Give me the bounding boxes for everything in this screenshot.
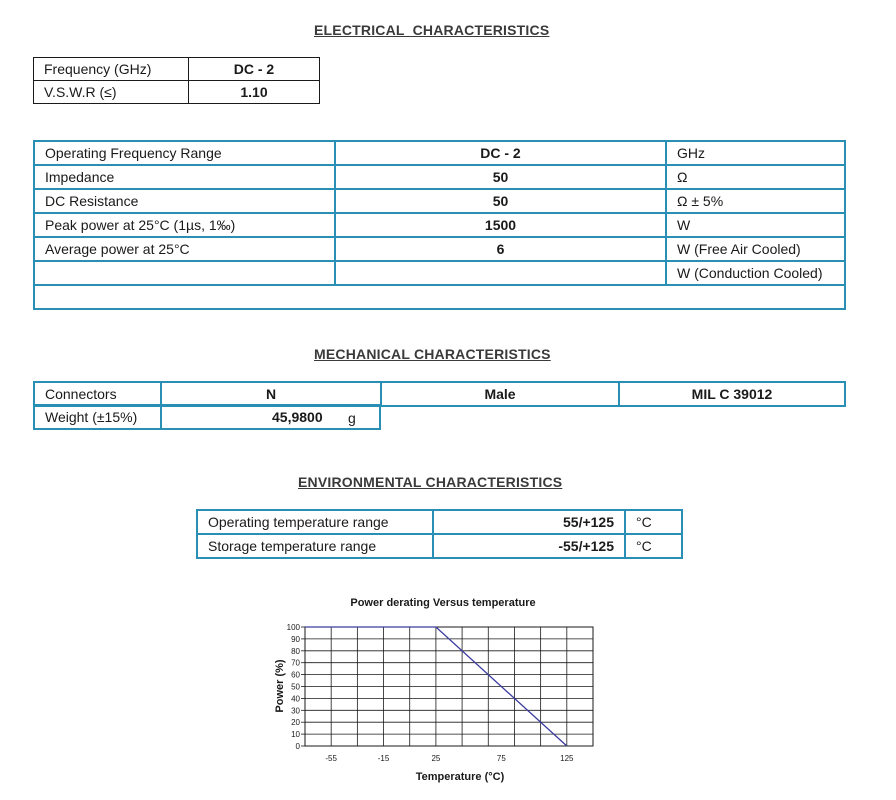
operating-temp-value: 55/+125 (433, 510, 625, 534)
weight-table (33, 404, 381, 430)
table-row (197, 510, 682, 534)
row-unit: Ω ± 5% (666, 189, 845, 213)
mechanical-heading: MECHANICAL CHARACTERISTICS (314, 346, 551, 362)
y-tick-label: 80 (291, 646, 300, 656)
table-row (34, 213, 845, 237)
storage-temp-value: -55/+125 (433, 534, 625, 558)
row-label: Operating Frequency Range (34, 141, 335, 165)
table-row (34, 261, 845, 285)
row-label (34, 261, 335, 285)
vswr-value: 1.10 (189, 81, 320, 104)
weight-unit: g (348, 410, 356, 426)
table-row (34, 58, 320, 81)
y-tick-label: 10 (291, 730, 300, 740)
row-value: 1500 (335, 213, 666, 237)
chart-title: Power derating Versus temperature (350, 597, 536, 609)
y-tick-label: 40 (291, 694, 300, 704)
connector-type: N (161, 382, 381, 406)
row-label: Average power at 25°C (34, 237, 335, 261)
frequency-value: DC - 2 (189, 58, 320, 81)
table-row (34, 382, 845, 406)
table-row (34, 81, 320, 104)
vswr-label: V.S.W.R (≤) (34, 81, 189, 104)
x-tick-label: 125 (560, 754, 574, 763)
row-value: 50 (335, 165, 666, 189)
operating-temp-unit: °C (625, 510, 682, 534)
storage-temp-unit: °C (625, 534, 682, 558)
table-row (34, 405, 380, 429)
row-unit: Ω (666, 165, 845, 189)
x-tick-label: 25 (431, 754, 441, 763)
y-tick-label: 30 (291, 706, 300, 716)
y-tick-label: 60 (291, 670, 300, 680)
table-row (34, 165, 845, 189)
y-tick-label: 50 (291, 682, 300, 692)
row-unit: GHz (666, 141, 845, 165)
connectors-label: Connectors (34, 382, 161, 406)
row-unit: W (Conduction Cooled) (666, 261, 845, 285)
storage-temp-label: Storage temperature range (197, 534, 433, 558)
y-tick-label: 20 (291, 718, 300, 728)
chart-ylabel: Power (%) (274, 659, 286, 713)
operating-temp-label: Operating temperature range (197, 510, 433, 534)
row-unit: W (Free Air Cooled) (666, 237, 845, 261)
y-tick-label: 100 (286, 623, 300, 632)
environmental-heading: ENVIRONMENTAL CHARACTERISTICS (298, 474, 563, 490)
table-row (34, 141, 845, 165)
row-value: 50 (335, 189, 666, 213)
electrical-heading: ELECTRICAL CHARACTERISTICS (314, 22, 550, 38)
electrical-summary-table (33, 57, 320, 104)
connector-standard: MIL C 39012 (619, 382, 845, 406)
y-tick-label: 90 (291, 634, 300, 644)
y-tick-label: 0 (295, 742, 300, 751)
chart-xlabel: Temperature (°C) (415, 771, 505, 783)
row-unit: W (666, 213, 845, 237)
row-value: 6 (335, 237, 666, 261)
row-label: Peak power at 25°C (1µs, 1‰) (34, 213, 335, 237)
power-derating-chart (260, 588, 620, 788)
weight-label: Weight (±15%) (34, 405, 161, 429)
y-tick-label: 70 (291, 658, 300, 668)
electrical-table (33, 140, 846, 310)
environmental-table (196, 509, 683, 559)
weight-value: 45,9800 (272, 409, 323, 425)
weight-cell (161, 405, 380, 429)
x-tick-label: -15 (377, 754, 390, 763)
row-label: DC Resistance (34, 189, 335, 213)
table-row (34, 237, 845, 261)
row-value (335, 261, 666, 285)
row-value: DC - 2 (335, 141, 666, 165)
table-row-empty (34, 285, 845, 309)
table-row (197, 534, 682, 558)
empty-cell (34, 285, 845, 309)
frequency-label: Frequency (GHz) (34, 58, 189, 81)
row-label: Impedance (34, 165, 335, 189)
connector-gender: Male (381, 382, 619, 406)
x-tick-label: 75 (496, 754, 506, 763)
x-tick-label: -55 (325, 754, 337, 763)
table-row (34, 189, 845, 213)
